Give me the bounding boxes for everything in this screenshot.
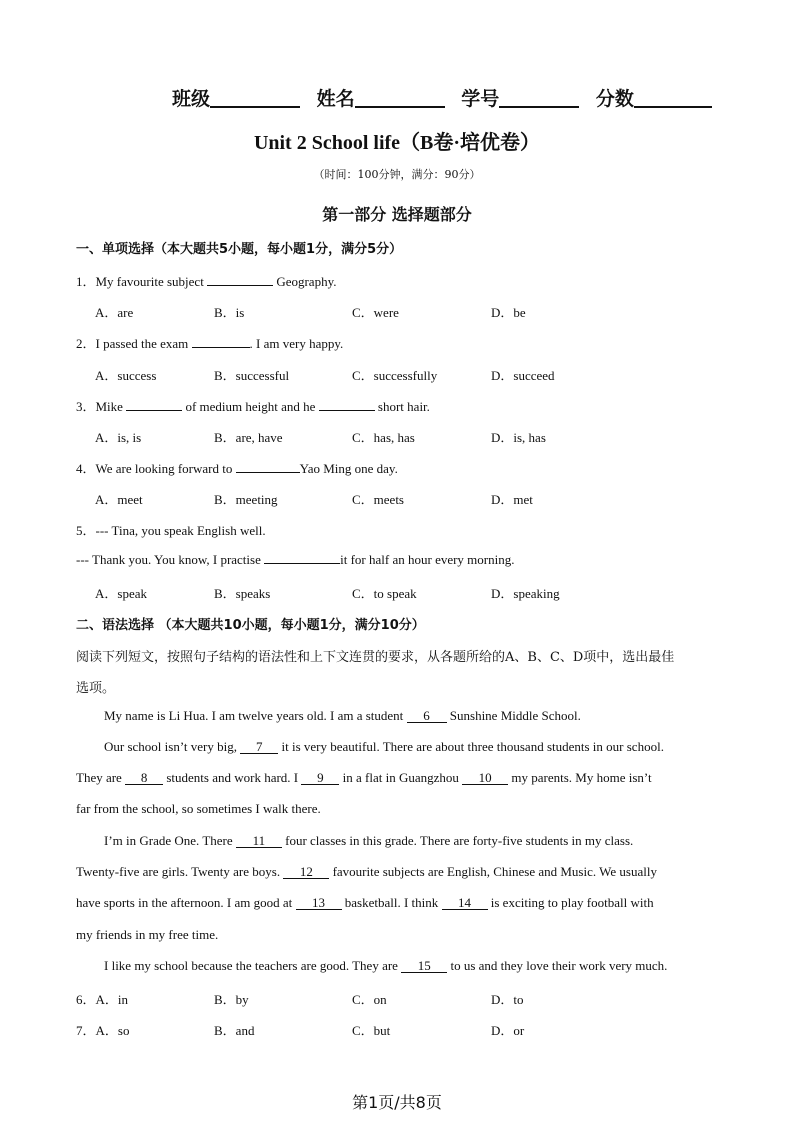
q7-option-a: 7．A．so (76, 1023, 130, 1038)
q4-option-a: A．meet (95, 492, 143, 507)
passage-line-3: They are 8 students and work hard. I 9 in a flat in Guangzhou 10 my parents. My home isn’t (76, 770, 652, 785)
student-info-line (172, 84, 712, 111)
q4-option-b: B．meeting (214, 492, 278, 507)
q3-option-c: C．has, has (352, 430, 415, 445)
answer-blank (264, 563, 340, 564)
blank-15: 15 (401, 959, 447, 973)
part1-title: 第一部分 选择题部分 (322, 205, 472, 224)
q2-option-b: B．successful (214, 368, 290, 383)
q7-option-c: C．but (352, 1023, 391, 1038)
q1-option-c: C．were (352, 305, 399, 320)
page-number: 第1页/共8页 (352, 1093, 442, 1112)
passage-line-6: Twenty-five are girls. Twenty are boys. 12 favourite subjects are English, Chinese and Music. We usually (76, 864, 657, 879)
question-1: 1．My favourite subject Geography. (76, 274, 337, 289)
passage-line-1: My name is Li Hua. I am twelve years old. I am a student 6 Sunshine Middle School. (104, 708, 581, 723)
blank-11: 11 (236, 834, 282, 848)
blank-10: 10 (462, 771, 508, 785)
question-5: 5．--- Tina, you speak English well. (76, 523, 266, 538)
passage-line-2: Our school isn’t very big, 7 it is very beautiful. There are about three thousand students in our school. (104, 739, 664, 754)
answer-blank (207, 285, 273, 286)
section1-heading: 一、单项选择（本大题共5小题，每小题1分，满分5分） (76, 242, 403, 257)
q2-option-d: D．succeed (491, 368, 555, 383)
passage-line-7: have sports in the afternoon. I am good at 13 basketball. I think 14 is exciting to play football with (76, 895, 654, 910)
page-subtitle: （时间：100分钟，满分：90分） (313, 168, 481, 181)
blank-13: 13 (296, 896, 342, 910)
blank-6: 6 (407, 709, 447, 723)
q7-option-b: B．and (214, 1023, 255, 1038)
section2-heading: 二、语法选择 （本大题共10小题，每小题1分，满分10分） (76, 618, 425, 633)
blank-14: 14 (442, 896, 488, 910)
blank-7: 7 (240, 740, 278, 754)
q5-option-b: B．speaks (214, 586, 271, 601)
q1-option-d: D．be (491, 305, 526, 320)
score-label: 分数 (595, 88, 634, 110)
score-blank (634, 87, 712, 108)
q6-option-c: C．on (352, 992, 387, 1007)
q6-option-d: D．to (491, 992, 524, 1007)
q2-option-c: C．successfully (352, 368, 438, 383)
blank-8: 8 (125, 771, 163, 785)
question-5-response: --- Thank you. You know, I practise it for half an hour every morning. (76, 552, 515, 567)
q6-option-a: 6．A．in (76, 992, 129, 1007)
q5-option-d: D．speaking (491, 586, 560, 601)
answer-blank (319, 410, 375, 411)
q4-option-c: C．meets (352, 492, 404, 507)
q3-option-b: B．are, have (214, 430, 283, 445)
q6-option-b: B．by (214, 992, 249, 1007)
name-label: 姓名 (316, 88, 355, 110)
passage-line-8: my friends in my free time. (76, 927, 219, 942)
page-title: Unit 2 School life（B卷·培优卷） (253, 132, 541, 154)
answer-blank (126, 410, 182, 411)
name-blank (355, 87, 445, 108)
section2-instruction: 阅读下列短文，按照句子结构的语法性和上下文连贯的要求，从各题所给的A、B、C、D项中，选出最佳 (76, 650, 675, 665)
passage-line-9: I like my school because the teachers are good. They are 15 to us and they love their work very much. (104, 958, 668, 973)
question-4: 4．We are looking forward to Yao Ming one day. (76, 461, 398, 476)
id-label: 学号 (461, 88, 500, 110)
blank-12: 12 (283, 865, 329, 879)
q1-option-a: A．are (95, 305, 134, 320)
q2-option-a: A．success (95, 368, 157, 383)
section2-instruction-cont: 选项。 (76, 681, 116, 696)
q1-option-b: B．is (214, 305, 245, 320)
question-3: 3．Mike of medium height and he short hair. (76, 399, 430, 414)
q5-option-c: C．to speak (352, 586, 417, 601)
class-label: 班级 (172, 88, 211, 110)
class-blank (210, 87, 300, 108)
blank-9: 9 (301, 771, 339, 785)
q4-option-d: D．met (491, 492, 533, 507)
passage-line-5: I’m in Grade One. There 11 four classes in this grade. There are forty-five students in my class. (104, 833, 634, 848)
id-blank (499, 87, 579, 108)
q7-option-d: D．or (491, 1023, 525, 1038)
q5-option-a: A．speak (95, 586, 147, 601)
answer-blank (236, 472, 300, 473)
q3-option-a: A．is, is (95, 430, 142, 445)
passage-line-4: far from the school, so sometimes I walk there. (76, 801, 321, 816)
answer-blank (192, 347, 250, 348)
q3-option-d: D．is, has (491, 430, 546, 445)
question-2: 2．I passed the exam . I am very happy. (76, 336, 344, 351)
